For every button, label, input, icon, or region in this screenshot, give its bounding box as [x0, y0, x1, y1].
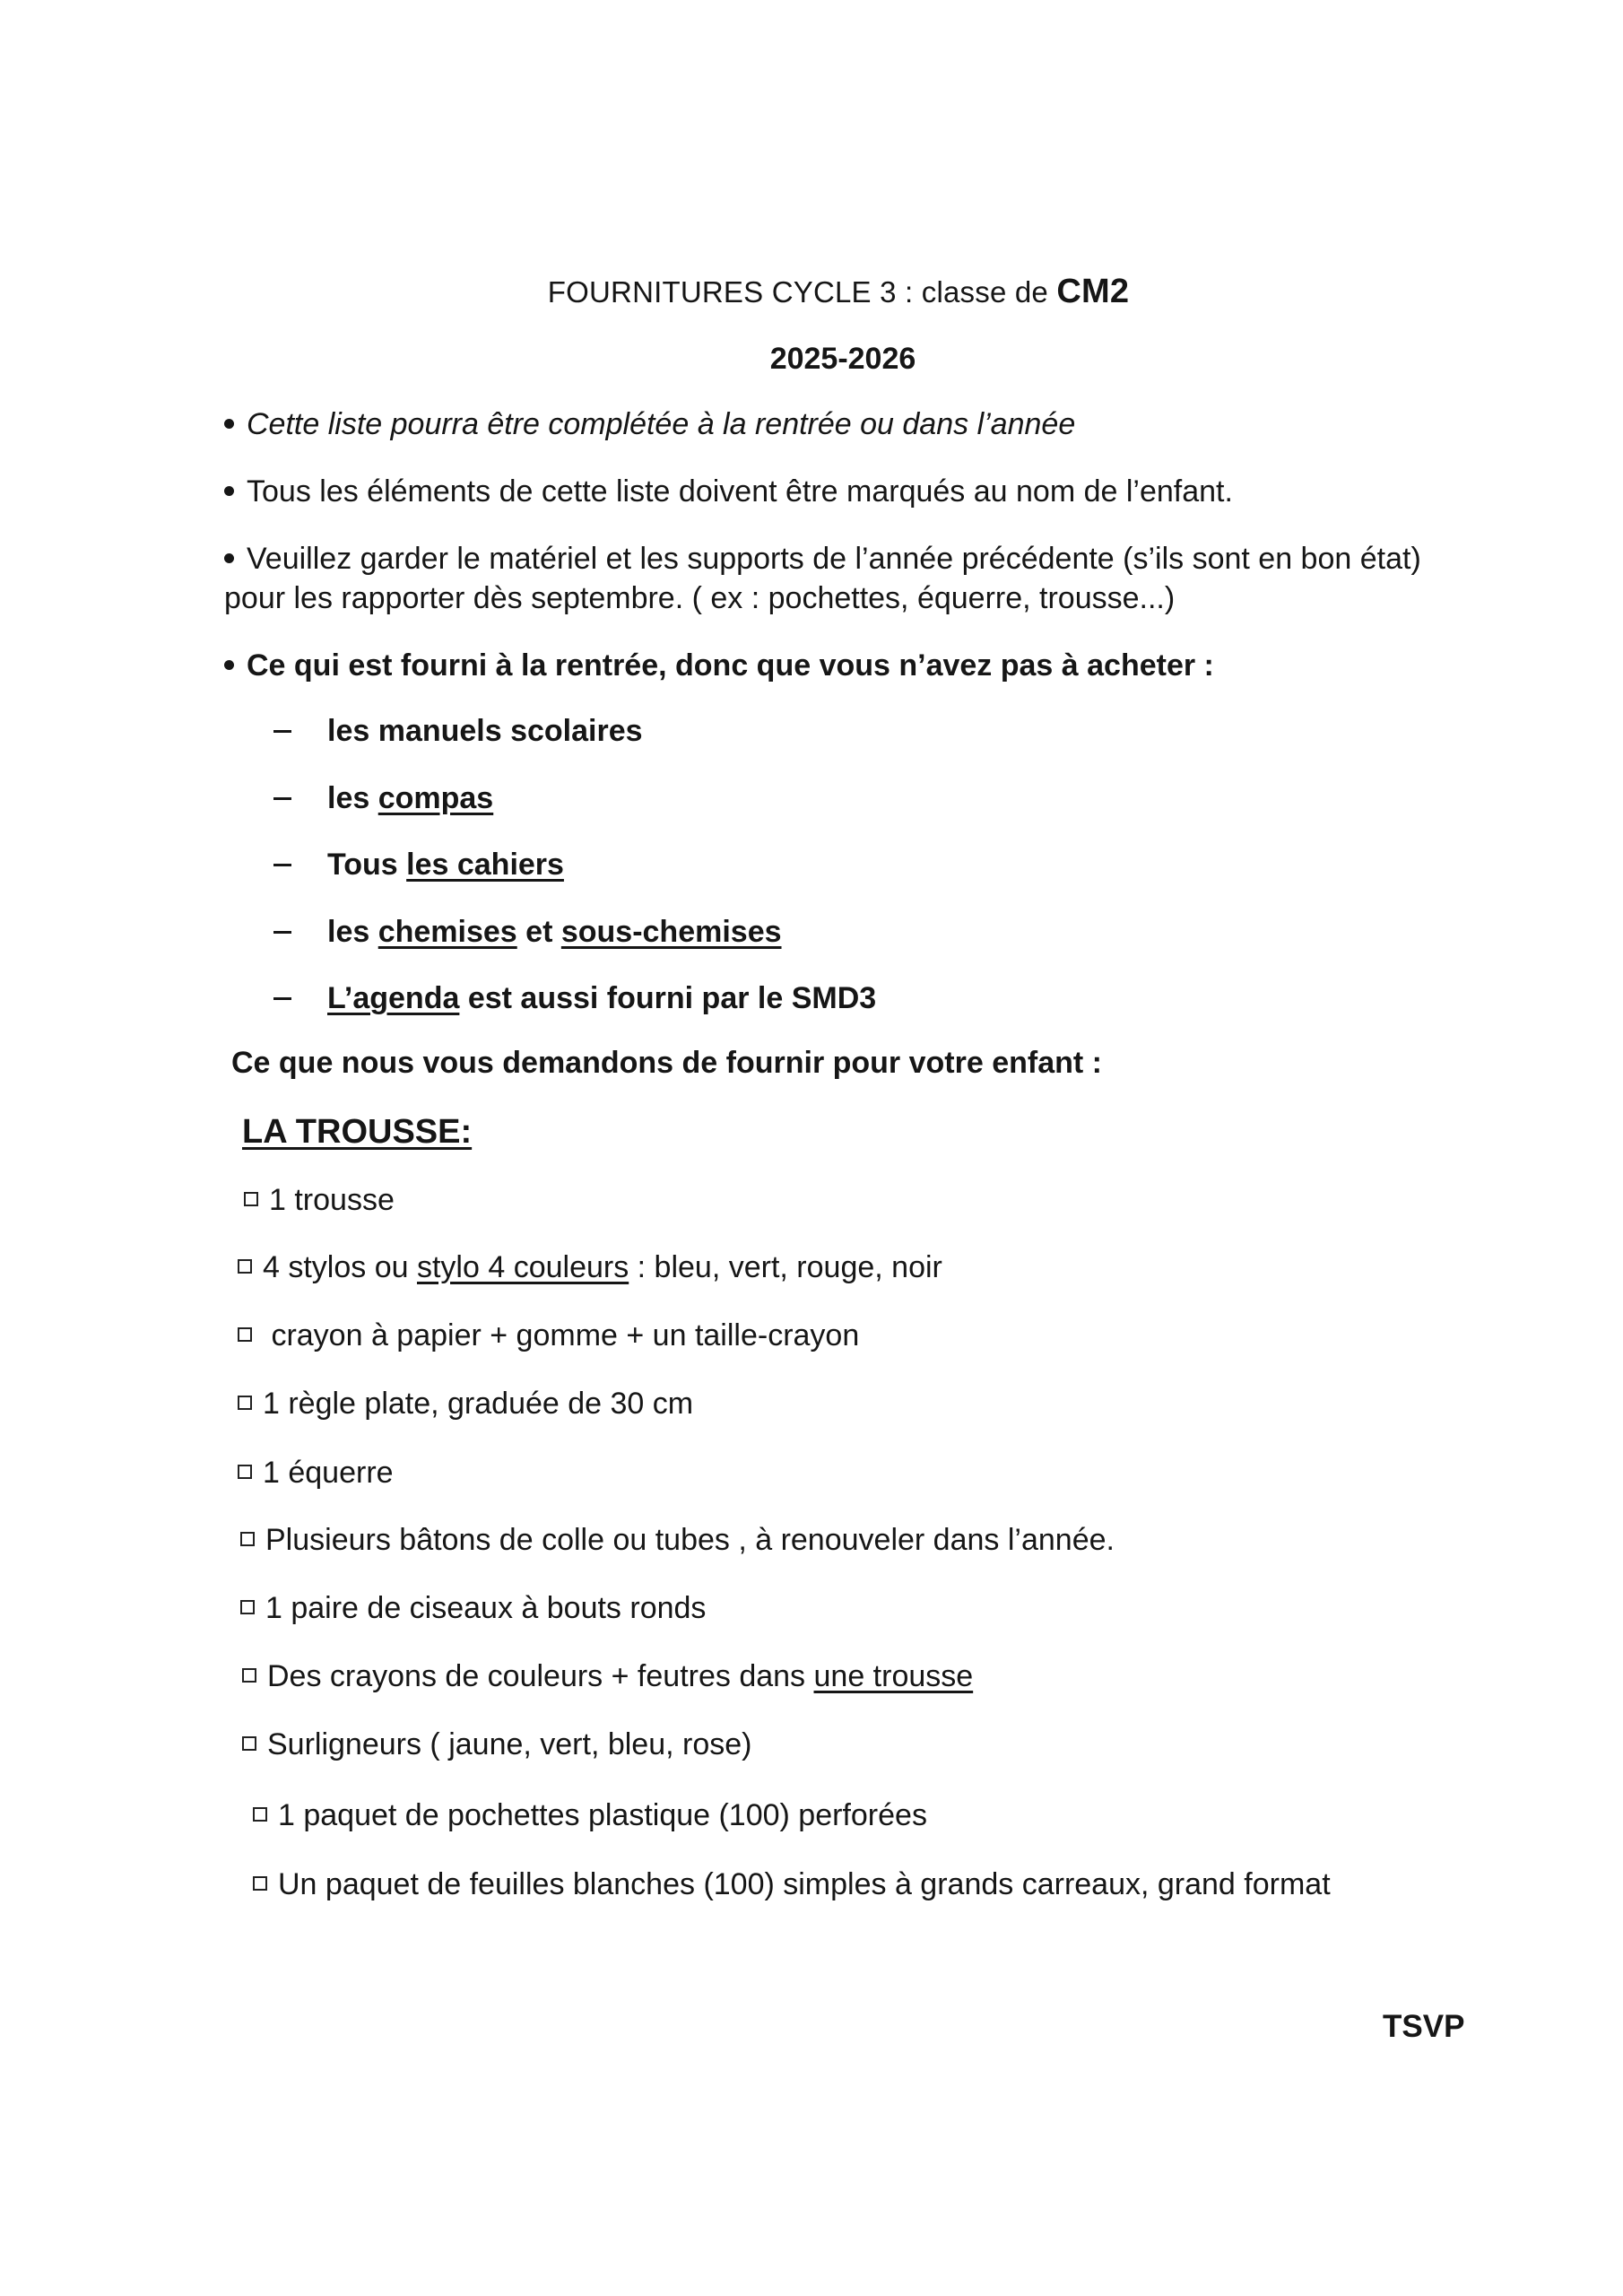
note-completion: Cette liste pourra être complétée à la rentrée ou dans l’année	[224, 406, 1075, 442]
checkbox-icon	[244, 1192, 258, 1206]
provided-item-agenda: L’agenda est aussi fourni par le SMD3	[273, 980, 876, 1016]
checkbox-icon	[242, 1736, 256, 1751]
checkbox-icon	[240, 1532, 255, 1546]
checklist-item-surligneurs: Surligneurs ( jaune, vert, bleu, rose)	[242, 1726, 751, 1762]
dash-icon	[273, 797, 291, 800]
bullet-icon	[224, 419, 234, 429]
bullet-icon	[224, 553, 234, 563]
checklist-item-pochettes: 1 paquet de pochettes plastique (100) perforées	[253, 1797, 927, 1833]
checklist-item-colle: Plusieurs bâtons de colle ou tubes , à renouveler dans l’année.	[240, 1522, 1115, 1558]
note-provided-heading: Ce qui est fourni à la rentrée, donc que vous n’avez pas à acheter :	[224, 648, 1214, 683]
provided-item-compas: les compas	[273, 780, 493, 816]
title-class: CM2	[1056, 273, 1130, 310]
note-keep-material-continued: pour les rapporter dès septembre. ( ex : pochettes, équerre, trousse...)	[224, 581, 1176, 615]
dash-icon	[273, 730, 291, 733]
checklist-item-crayon: crayon à papier + gomme + un taille-crayon	[238, 1318, 859, 1353]
provided-item-manuals: les manuels scolaires	[273, 713, 643, 749]
provided-item-cahiers: Tous les cahiers	[273, 847, 564, 883]
provided-item-chemises: les chemises et sous-chemises	[273, 914, 782, 950]
footer-tsvp: TSVP	[1383, 2009, 1465, 2044]
checkbox-icon	[242, 1668, 256, 1683]
checklist-item-couleurs: Des crayons de couleurs + feutres dans une trousse	[242, 1658, 973, 1694]
checklist-item-equerre: 1 équerre	[238, 1455, 394, 1491]
checklist-item-feuilles: Un paquet de feuilles blanches (100) simples à grands carreaux, grand format	[253, 1866, 1331, 1902]
page-title	[0, 274, 1623, 310]
checklist-item-regle: 1 règle plate, graduée de 30 cm	[238, 1386, 693, 1422]
dash-icon	[273, 997, 291, 1000]
checkbox-icon	[253, 1876, 267, 1891]
checkbox-icon	[253, 1807, 267, 1822]
checkbox-icon	[238, 1465, 252, 1479]
checklist-item-ciseaux: 1 paire de ciseaux à bouts ronds	[240, 1590, 706, 1626]
section-title-trousse: LA TROUSSE:	[242, 1113, 473, 1151]
checklist-item-trousse: 1 trousse	[244, 1182, 395, 1218]
dash-icon	[273, 864, 291, 866]
bullet-icon	[224, 660, 234, 670]
checklist-item-stylos: 4 stylos ou stylo 4 couleurs : bleu, vert, rouge, noir	[238, 1249, 942, 1285]
bullet-icon	[224, 486, 234, 496]
title-prefix: FOURNITURES CYCLE 3 : classe de	[547, 275, 1057, 309]
note-labeling: Tous les éléments de cette liste doivent être marqués au nom de l’enfant.	[224, 474, 1233, 509]
dash-icon	[273, 931, 291, 934]
ask-heading: Ce que nous vous demandons de fournir pour votre enfant :	[231, 1046, 1102, 1080]
checkbox-icon	[238, 1396, 252, 1410]
checkbox-icon	[238, 1259, 252, 1274]
checkbox-icon	[238, 1327, 252, 1342]
checkbox-icon	[240, 1600, 255, 1614]
school-year: 2025-2026	[769, 342, 916, 376]
note-keep-material: Veuillez garder le matériel et les supports de l’année précédente (s’ils sont en bon état)	[224, 541, 1421, 577]
